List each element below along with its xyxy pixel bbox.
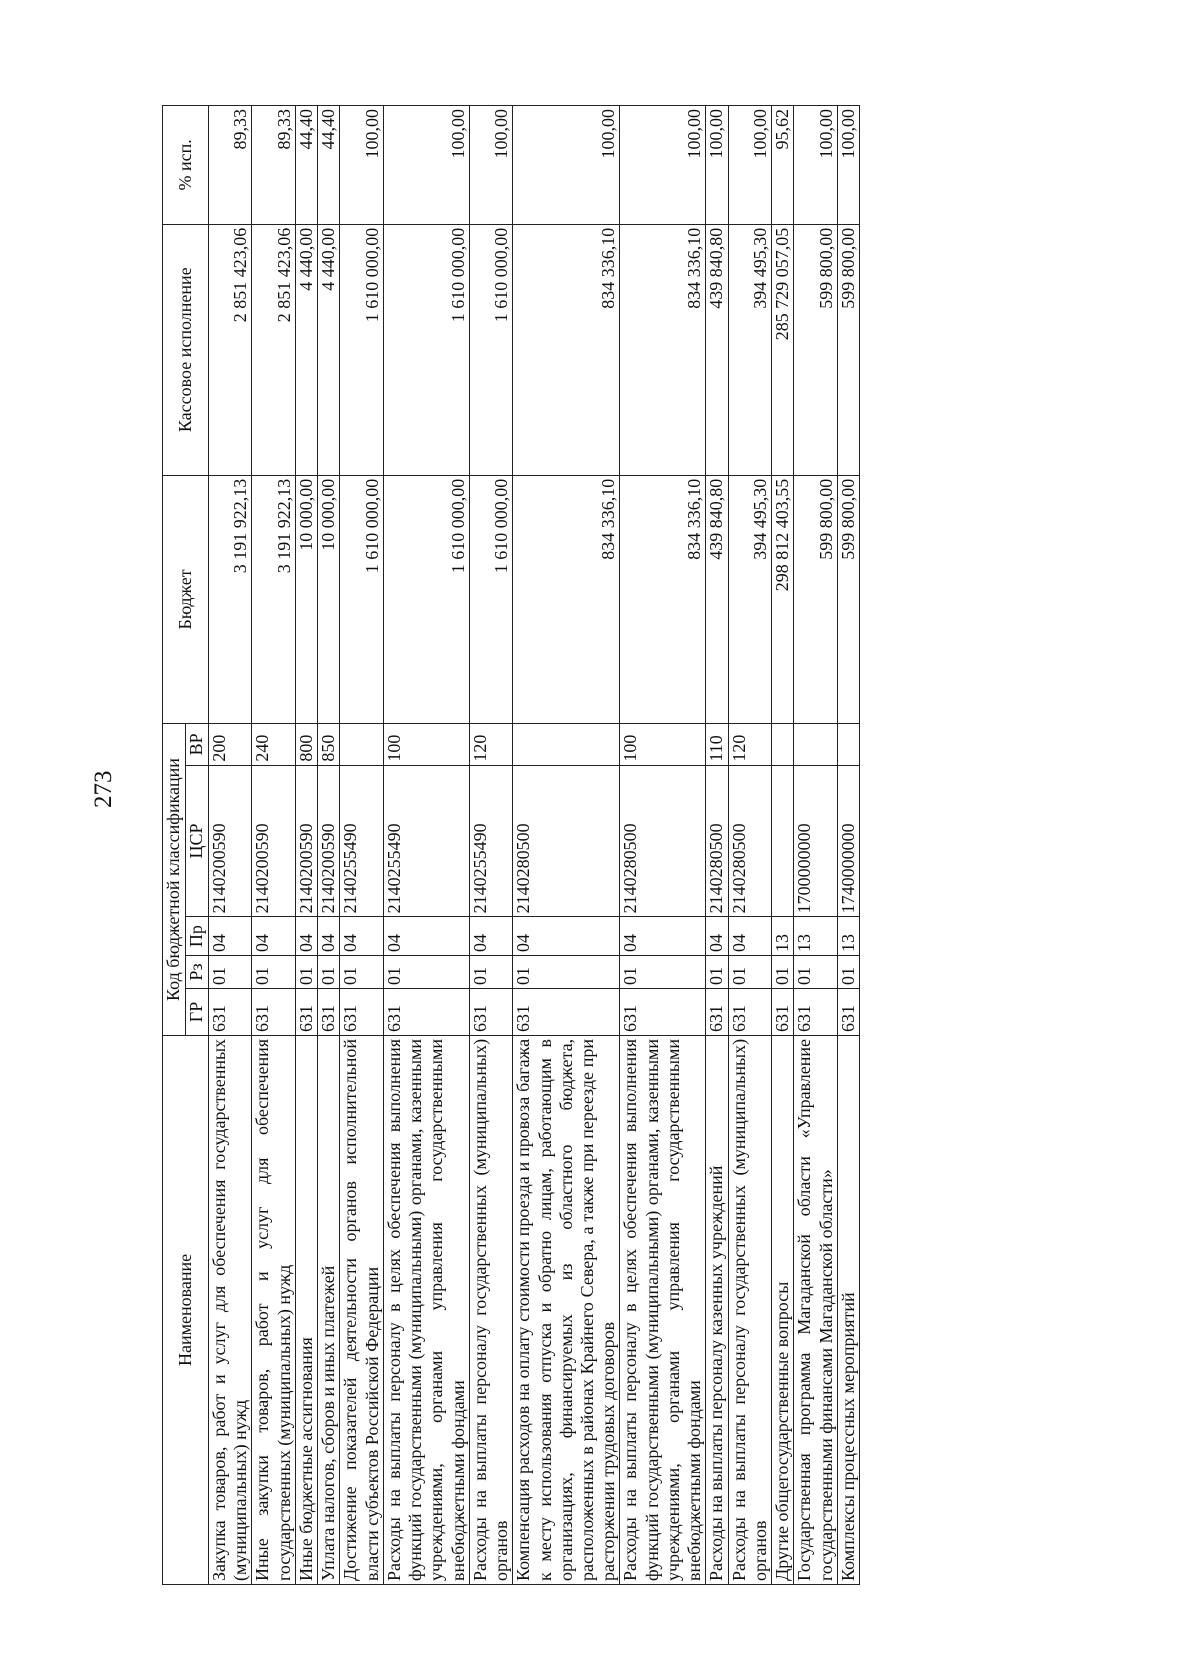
cell-vr: 100 <box>620 724 706 765</box>
cell-name: Расходы на выплаты персоналу в целях обеспечения выполнения функций государственными (муниципальными) органами, казенными учреждениями, органами управления государственными внебюджетными фондами <box>620 1035 706 1584</box>
cell-cash: 834 336,10 <box>513 224 620 475</box>
cell-cash: 599 800,00 <box>837 224 859 475</box>
cell-pct: 100,00 <box>513 106 620 225</box>
cell-vr: 240 <box>252 724 295 765</box>
cell-gr: 631 <box>469 989 512 1036</box>
cell-budget: 10 000,00 <box>318 475 340 723</box>
cell-gr: 631 <box>295 989 317 1036</box>
cell-pr: 04 <box>620 917 706 956</box>
cell-gr: 631 <box>837 989 859 1036</box>
cell-name: Закупка товаров, работ и услуг для обеспечения государственных (муниципальных) нужд <box>209 1035 252 1584</box>
cell-budget: 1 610 000,00 <box>469 475 512 723</box>
cell-vr: 100 <box>383 724 469 765</box>
table-body <box>209 106 860 1585</box>
cell-vr <box>837 724 859 765</box>
cell-csr: 2140255490 <box>340 765 383 917</box>
cell-name: Расходы на выплаты персоналу казенных учреждений <box>706 1035 728 1584</box>
cell-pct: 100,00 <box>383 106 469 225</box>
cell-rz: 01 <box>295 955 317 988</box>
cell-pr: 04 <box>318 917 340 956</box>
cell-gr: 631 <box>209 989 252 1036</box>
cell-name: Государственная программа Магаданской области «Управление государственными финансами Магаданской области» <box>794 1035 837 1584</box>
cell-cash: 394 495,30 <box>728 224 771 475</box>
table-row <box>295 106 317 1585</box>
cell-gr: 631 <box>772 989 794 1036</box>
table-row <box>340 106 383 1585</box>
cell-pct: 44,40 <box>295 106 317 225</box>
cell-pr: 04 <box>469 917 512 956</box>
cell-pr: 13 <box>837 917 859 956</box>
cell-rz: 01 <box>209 955 252 988</box>
cell-pr: 04 <box>706 917 728 956</box>
cell-name: Другие общегосударственные вопросы <box>772 1035 794 1584</box>
cell-csr: 2140200590 <box>295 765 317 917</box>
cell-name: Расходы на выплаты персоналу государственных (муниципальных) органов <box>728 1035 771 1584</box>
cell-budget: 394 495,30 <box>728 475 771 723</box>
cell-csr: 2140280500 <box>620 765 706 917</box>
cell-budget: 834 336,10 <box>620 475 706 723</box>
cell-name: Компенсация расходов на оплату стоимости проезда и провоза багажа к месту использования отпуска и обратно лицам, работающим в организациях, финансируемых из областного бюджета, расположенных в районах Крайнего Севера, а также при переезде при расторжении трудовых договоров <box>513 1035 620 1584</box>
cell-rz: 01 <box>772 955 794 988</box>
cell-csr: 2140280500 <box>706 765 728 917</box>
cell-pr: 04 <box>728 917 771 956</box>
cell-rz: 01 <box>620 955 706 988</box>
cell-csr: 1740000000 <box>837 765 859 917</box>
header-gr: ГР <box>186 989 209 1036</box>
cell-pr: 04 <box>252 917 295 956</box>
table-row <box>728 106 771 1585</box>
cell-pr: 04 <box>340 917 383 956</box>
cell-cash: 1 610 000,00 <box>383 224 469 475</box>
cell-rz: 01 <box>252 955 295 988</box>
cell-gr: 631 <box>383 989 469 1036</box>
cell-rz: 01 <box>318 955 340 988</box>
cell-gr: 631 <box>706 989 728 1036</box>
cell-cash: 2 851 423,06 <box>209 224 252 475</box>
cell-vr <box>340 724 383 765</box>
cell-budget: 3 191 922,13 <box>252 475 295 723</box>
cell-name: Расходы на выплаты персоналу в целях обеспечения выполнения функций государственными (муниципальными) органами, казенными учреждениями, органами управления государственными внебюджетными фондами <box>383 1035 469 1584</box>
cell-pct: 100,00 <box>469 106 512 225</box>
cell-pct: 100,00 <box>794 106 837 225</box>
cell-name: Иные бюджетные ассигнования <box>295 1035 317 1584</box>
cell-pr: 04 <box>209 917 252 956</box>
page-number: 273 <box>90 770 117 808</box>
table-row <box>620 106 706 1585</box>
cell-gr: 631 <box>318 989 340 1036</box>
cell-vr <box>794 724 837 765</box>
cell-vr: 120 <box>469 724 512 765</box>
budget-table <box>162 105 860 1585</box>
cell-vr: 850 <box>318 724 340 765</box>
table-row <box>837 106 859 1585</box>
cell-cash: 834 336,10 <box>620 224 706 475</box>
cell-gr: 631 <box>340 989 383 1036</box>
cell-pct: 44,40 <box>318 106 340 225</box>
cell-cash: 1 610 000,00 <box>340 224 383 475</box>
cell-pr: 13 <box>772 917 794 956</box>
cell-gr: 631 <box>620 989 706 1036</box>
cell-pr: 04 <box>295 917 317 956</box>
cell-cash: 599 800,00 <box>794 224 837 475</box>
cell-rz: 01 <box>469 955 512 988</box>
cell-pct: 100,00 <box>340 106 383 225</box>
cell-cash: 439 840,80 <box>706 224 728 475</box>
cell-budget: 834 336,10 <box>513 475 620 723</box>
header-pct: % исп. <box>163 106 209 225</box>
cell-vr <box>513 724 620 765</box>
cell-pct: 89,33 <box>209 106 252 225</box>
cell-budget: 3 191 922,13 <box>209 475 252 723</box>
cell-budget: 1 610 000,00 <box>340 475 383 723</box>
cell-budget: 439 840,80 <box>706 475 728 723</box>
header-pr: Пр <box>186 917 209 956</box>
cell-name: Комплексы процессных мероприятий <box>837 1035 859 1584</box>
header-vr: ВР <box>186 724 209 765</box>
header-cash: Кассовое исполнение <box>163 224 209 475</box>
cell-name: Расходы на выплаты персоналу государственных (муниципальных) органов <box>469 1035 512 1584</box>
cell-gr: 631 <box>513 989 620 1036</box>
cell-pct: 100,00 <box>620 106 706 225</box>
cell-csr: 2140200590 <box>252 765 295 917</box>
header-budget: Бюджет <box>163 475 209 723</box>
cell-pr: 04 <box>513 917 620 956</box>
table-row <box>469 106 512 1585</box>
cell-csr: 2140280500 <box>728 765 771 917</box>
table-row <box>513 106 620 1585</box>
cell-cash: 4 440,00 <box>318 224 340 475</box>
cell-csr: 2140200590 <box>318 765 340 917</box>
cell-csr: 2140280500 <box>513 765 620 917</box>
header-code-group: Код бюджетной классификации <box>163 724 186 1036</box>
cell-csr <box>772 765 794 917</box>
cell-vr: 110 <box>706 724 728 765</box>
cell-budget: 599 800,00 <box>794 475 837 723</box>
cell-budget: 298 812 403,55 <box>772 475 794 723</box>
table-header <box>163 106 209 1585</box>
cell-pct: 89,33 <box>252 106 295 225</box>
cell-rz: 01 <box>794 955 837 988</box>
cell-cash: 285 729 057,05 <box>772 224 794 475</box>
table-row <box>794 106 837 1585</box>
cell-name: Достижение показателей деятельности органов исполнительной власти субъектов Российской Федерации <box>340 1035 383 1584</box>
cell-csr: 2140255490 <box>469 765 512 917</box>
header-rz: Рз <box>186 955 209 988</box>
cell-rz: 01 <box>728 955 771 988</box>
cell-vr <box>772 724 794 765</box>
table-row <box>318 106 340 1585</box>
cell-name: Уплата налогов, сборов и иных платежей <box>318 1035 340 1584</box>
cell-rz: 01 <box>706 955 728 988</box>
cell-vr: 120 <box>728 724 771 765</box>
cell-gr: 631 <box>794 989 837 1036</box>
cell-pct: 95,62 <box>772 106 794 225</box>
table-row <box>706 106 728 1585</box>
cell-csr: 1700000000 <box>794 765 837 917</box>
cell-budget: 10 000,00 <box>295 475 317 723</box>
cell-rz: 01 <box>513 955 620 988</box>
table-row <box>209 106 252 1585</box>
cell-rz: 01 <box>340 955 383 988</box>
cell-pr: 13 <box>794 917 837 956</box>
cell-budget: 1 610 000,00 <box>383 475 469 723</box>
cell-cash: 2 851 423,06 <box>252 224 295 475</box>
cell-name: Иные закупки товаров, работ и услуг для обеспечения государственных (муниципальных) нужд <box>252 1035 295 1584</box>
cell-vr: 200 <box>209 724 252 765</box>
cell-cash: 4 440,00 <box>295 224 317 475</box>
cell-pct: 100,00 <box>728 106 771 225</box>
cell-budget: 599 800,00 <box>837 475 859 723</box>
cell-rz: 01 <box>837 955 859 988</box>
cell-csr: 2140255490 <box>383 765 469 917</box>
table-row <box>383 106 469 1585</box>
cell-vr: 800 <box>295 724 317 765</box>
cell-pct: 100,00 <box>837 106 859 225</box>
budget-table-container <box>162 105 860 1585</box>
cell-pct: 100,00 <box>706 106 728 225</box>
table-row <box>772 106 794 1585</box>
cell-gr: 631 <box>252 989 295 1036</box>
cell-pr: 04 <box>383 917 469 956</box>
cell-gr: 631 <box>728 989 771 1036</box>
cell-csr: 2140200590 <box>209 765 252 917</box>
table-row <box>252 106 295 1585</box>
header-csr: ЦСР <box>186 765 209 917</box>
cell-rz: 01 <box>383 955 469 988</box>
cell-cash: 1 610 000,00 <box>469 224 512 475</box>
header-name: Наименование <box>163 1035 209 1584</box>
